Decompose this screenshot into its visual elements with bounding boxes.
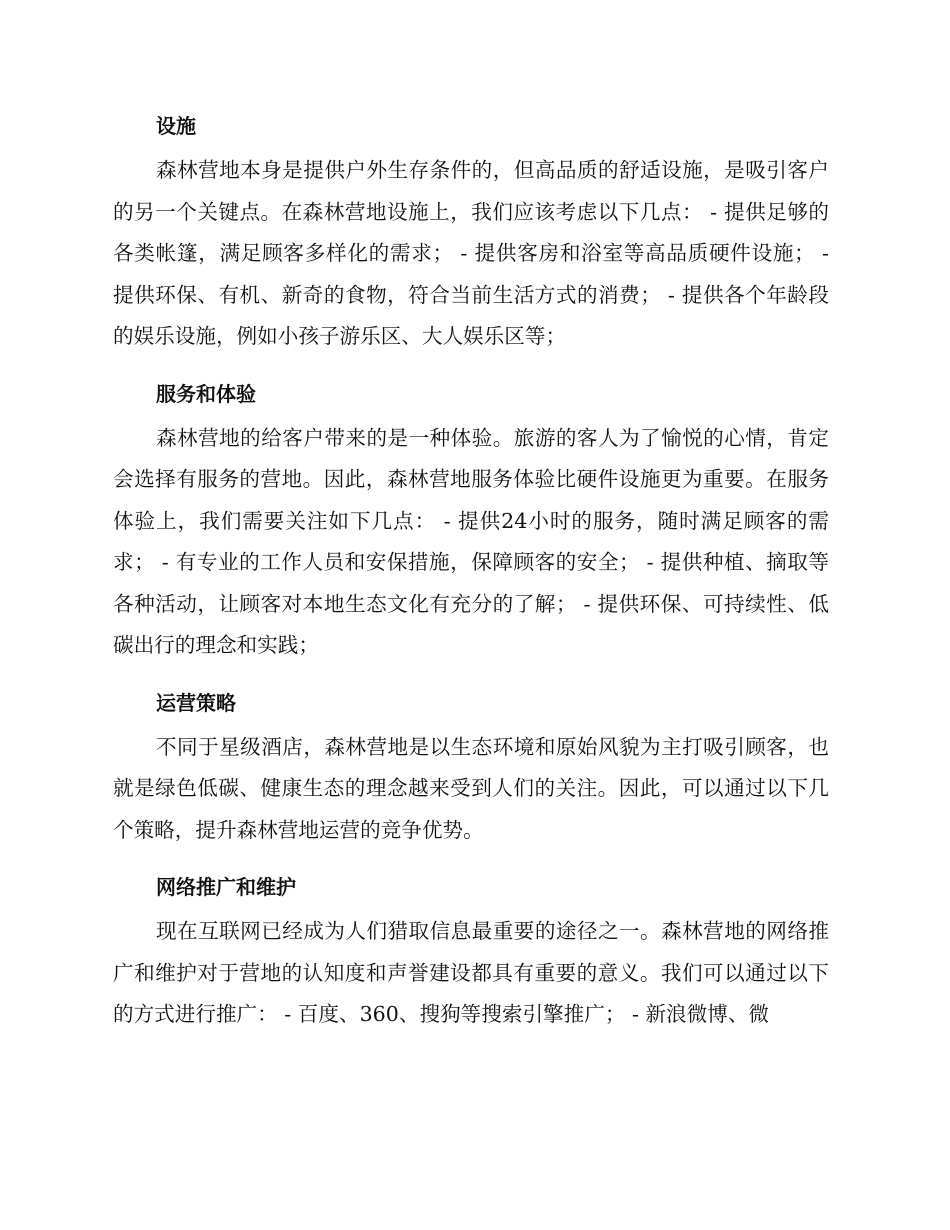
section-heading: 服务和体验 [156, 381, 256, 406]
section-facilities [113, 104, 829, 358]
document-page [113, 104, 829, 1050]
section-operation-strategy [113, 681, 829, 852]
section-heading: 网络推广和维护 [156, 875, 296, 899]
section-paragraph: 不同于星级酒店，森林营地是以生态环境和原始风貌为主打吸引顾客，也就是绿色低碳、健康生态的理念越来受到人们的关注。因此，可以通过以下几个策略，提升森林营地运营的竞争优势。 [113, 734, 829, 842]
section-paragraph: 森林营地的给客户带来的是一种体验。旅游的客人为了愉悦的心情，肯定会选择有服务的营地。因此，森林营地服务体验比硬件设施更为重要。在服务体验上，我们需要关注如下几点： - 提供24小时的服务，随时满足顾客的需求； - 有专业的工作人员和安保措施，保障顾客的安全； - 提供种植、摘取等各种活动，让顾客对本地生态文化有充分的了解； - 提供环保、可持续性、低碳出行的理念和实践； [113, 425, 829, 657]
section-paragraph: 现在互联网已经成为人们猎取信息最重要的途径之一。森林营地的网络推广和维护对于营地的认知度和声誉建设都具有重要的意义。我们可以通过以下的方式进行推广： - 百度、360、搜狗等搜索引擎推广； - 新浪微博、微 [113, 919, 829, 1026]
section-paragraph: 森林营地本身是提供户外生存条件的，但高品质的舒适设施，是吸引客户的另一个关键点。在森林营地设施上，我们应该考虑以下几点： - 提供足够的各类帐篷，满足顾客多样化的需求； - 提供客房和浴室等高品质硬件设施； - 提供环保、有机、新奇的食物，符合当前生活方式的消费； - 提供各个年龄段的娱乐设施，例如小孩子游乐区、大人娱乐区等； [113, 158, 829, 348]
section-service-experience [113, 372, 829, 667]
section-heading: 运营策略 [156, 690, 236, 715]
section-heading: 设施 [156, 114, 196, 138]
section-online-promotion [113, 865, 829, 1036]
